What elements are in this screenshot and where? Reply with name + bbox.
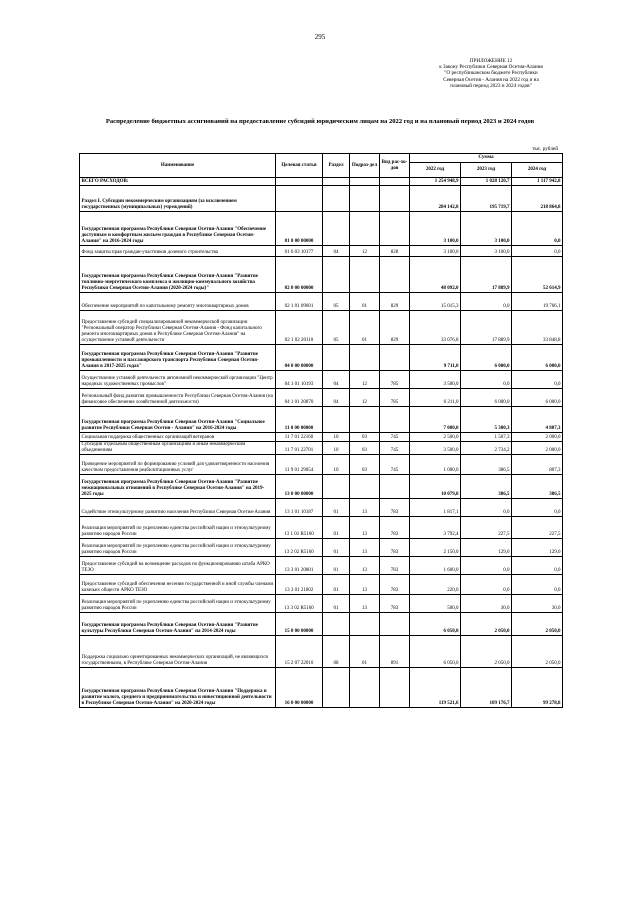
cell-rz	[323, 613, 350, 636]
cell-v2: 17 889,9	[461, 311, 512, 345]
cell-vr	[380, 212, 410, 246]
cell-v2: 3 100,0	[461, 212, 512, 246]
cell-v2: 30,0	[461, 595, 512, 613]
cell-rz	[323, 186, 350, 212]
table-row	[80, 442, 563, 455]
table-row	[80, 257, 563, 293]
cell-rz: 04	[323, 389, 350, 407]
cell-v3: 19 766,1	[512, 293, 563, 311]
cell-v3: 2 050,0	[512, 636, 563, 668]
cell-v2: 5 300,3	[461, 407, 512, 433]
cell-v3: 129,0	[512, 539, 563, 557]
cell-csr: 15 2 07 22010	[276, 636, 323, 668]
cell-v3: 0,0	[512, 246, 563, 257]
cell-name: Обеспечение мероприятий по капитальному ремонту многоквартирных домов	[80, 293, 276, 311]
cell-rz	[323, 257, 350, 293]
cell-pr	[350, 475, 380, 499]
cell-pr	[350, 178, 380, 186]
cell-rz: 05	[323, 311, 350, 345]
header-summa: Сумма	[410, 154, 563, 163]
cell-csr: 11 7 01 22701	[276, 442, 323, 455]
header-year-2023: 2023 год	[461, 163, 512, 178]
cell-csr: 13 0 00 00000	[276, 475, 323, 499]
cell-csr: 15 0 00 00000	[276, 613, 323, 636]
cell-v3: 0,0	[512, 557, 563, 575]
cell-v3: 99 278,8	[512, 668, 563, 708]
cell-v2: 0,0	[461, 371, 512, 389]
cell-v3: 0,0	[512, 499, 563, 517]
cell-rz	[323, 407, 350, 433]
cell-rz: 10	[323, 433, 350, 442]
cell-v3: 33 848,8	[512, 311, 563, 345]
cell-csr: 13 3 02 R5160	[276, 595, 323, 613]
cell-vr: 745	[380, 455, 410, 475]
cell-v3: 2 000,0	[512, 442, 563, 455]
cell-v2: 109 176,7	[461, 668, 512, 708]
table-row	[80, 246, 563, 257]
cell-rz	[323, 345, 350, 371]
cell-vr: 829	[380, 293, 410, 311]
header-razdel: Раздел	[323, 154, 350, 178]
cell-pr: 12	[350, 389, 380, 407]
cell-v3: 2 000,0	[512, 433, 563, 442]
cell-v1: 2 150,0	[410, 539, 461, 557]
cell-csr: 13 3 01 20801	[276, 557, 323, 575]
table-row	[80, 613, 563, 636]
table-row	[80, 636, 563, 668]
cell-v1: 3 100,0	[410, 246, 461, 257]
cell-v1: 220,0	[410, 575, 461, 595]
cell-name: Государственная программа Республики Северная Осетия-Алания "Поддержка и развитие малого, среднего и предпринимательства и инвестиционной деятельности в Республике Северная Осетия-Алания" на 2020-2024 годы	[80, 668, 276, 708]
cell-rz: 10	[323, 455, 350, 475]
cell-name: Фонд защиты прав граждан-участников долевого строительства	[80, 246, 276, 257]
cell-v1: 284 142,8	[410, 186, 461, 212]
cell-v1: 1 254 948,9	[410, 178, 461, 186]
page-number: 295	[314, 33, 326, 41]
cell-csr: 13 1 01 R5160	[276, 517, 323, 539]
cell-vr: 783	[380, 499, 410, 517]
table-row	[80, 389, 563, 407]
cell-name: Реализация мероприятий по укреплению единства российской нации и этнокультурному развитию народов России	[80, 595, 276, 613]
cell-v2: 129,0	[461, 539, 512, 557]
cell-pr	[350, 668, 380, 708]
header-year-2022: 2022 год	[410, 163, 461, 178]
cell-vr	[380, 345, 410, 371]
cell-v1: 500,0	[410, 595, 461, 613]
cell-rz: 01	[323, 557, 350, 575]
cell-name: Поддержка социально ориентированных некоммерческих организаций, не являющихся государственными, в Республике Северная Осетия-Алания	[80, 636, 276, 668]
cell-pr: 13	[350, 517, 380, 539]
cell-csr: 11 7 01 22160	[276, 433, 323, 442]
cell-name: Осуществление уставной деятельности автономной некоммерческой организации "Центр народных художественных промыслов"	[80, 371, 276, 389]
cell-v1: 48 092,0	[410, 257, 461, 293]
table-row	[80, 557, 563, 575]
cell-v1: 3 500,0	[410, 371, 461, 389]
header-csr: Целевая статья	[276, 154, 323, 178]
cell-name: Государственная программа Республики Северная Осетия-Алания "Развитие культуры Республики Северная Осетия-Алания" на 2014-2024 годы	[80, 613, 276, 636]
header-podrazdel: Подраз-дел	[350, 154, 380, 178]
cell-csr: 13 3 01 21802	[276, 575, 323, 595]
table-row	[80, 517, 563, 539]
cell-rz	[323, 178, 350, 186]
cell-pr	[350, 407, 380, 433]
cell-v2: 195 719,7	[461, 186, 512, 212]
cell-name: Государственная программа Республики Северная Осетия-Алания "Обеспечение доступным и комфортным жильем граждан в Республике Северная Осетия-Алания" на 2016-2024 годы	[80, 212, 276, 246]
cell-vr: 783	[380, 517, 410, 539]
cell-vr	[380, 668, 410, 708]
cell-pr: 03	[350, 433, 380, 442]
cell-name: Государственная программа Республики Северная Осетия-Алания "Развитие промышленности и пассажирского транспорта Республики Северная Осетия-Алания в 2017-2025 годах"	[80, 345, 276, 371]
cell-rz: 01	[323, 595, 350, 613]
table-row	[80, 212, 563, 246]
cell-vr	[380, 257, 410, 293]
cell-v1: 1 817,1	[410, 499, 461, 517]
cell-v3: 2 050,0	[512, 613, 563, 636]
cell-v2: 6 000,0	[461, 389, 512, 407]
cell-csr: 04 1 01 10193	[276, 371, 323, 389]
cell-rz: 04	[323, 246, 350, 257]
cell-rz: 04	[323, 371, 350, 389]
cell-rz: 01	[323, 517, 350, 539]
cell-rz: 10	[323, 442, 350, 455]
cell-pr: 12	[350, 246, 380, 257]
table-row	[80, 345, 563, 371]
cell-rz	[323, 668, 350, 708]
document-title: Распределение бюджетных ассигнований на предоставление субсидий юридическим лицам на 2022 год и на плановый период 2023 и 2024 годов	[105, 118, 535, 125]
cell-vr: 745	[380, 433, 410, 442]
cell-v1: 119 521,6	[410, 668, 461, 708]
table-row	[80, 575, 563, 595]
cell-v2: 0,0	[461, 575, 512, 595]
appendix-line: плановый период 2023 и 2024 годов"	[450, 82, 532, 89]
table-row	[80, 311, 563, 345]
cell-v3: 52 614,9	[512, 257, 563, 293]
cell-pr: 13	[350, 557, 380, 575]
table-row	[80, 407, 563, 433]
cell-v1: 1 000,0	[410, 455, 461, 475]
cell-name: Региональный фонд развития промышленности Республики Северная Осетия-Алания (на финансовое обеспечение хозяйственной деятельности)	[80, 389, 276, 407]
cell-v1: 6 050,0	[410, 613, 461, 636]
cell-v3: 6 000,0	[512, 389, 563, 407]
cell-v1: 1 600,0	[410, 557, 461, 575]
cell-rz: 05	[323, 293, 350, 311]
cell-csr: 13 1 01 10187	[276, 499, 323, 517]
cell-pr	[350, 257, 380, 293]
cell-v1: 6 211,0	[410, 389, 461, 407]
table-row	[80, 371, 563, 389]
cell-csr: 01 6 03 10177	[276, 246, 323, 257]
cell-csr: 11 9 01 29054	[276, 455, 323, 475]
appendix-line: ПРИЛОЖЕНИЕ 12	[469, 58, 513, 64]
cell-vr: 785	[380, 371, 410, 389]
table-row	[80, 455, 563, 475]
cell-v3: 386,5	[512, 475, 563, 499]
table-row	[80, 499, 563, 517]
cell-name: Содействие этнокультурному развитию населения Республики Северная Осетия-Алания	[80, 499, 276, 517]
cell-csr	[276, 178, 323, 186]
cell-vr: 829	[380, 311, 410, 345]
cell-name: Государственная программа Республики Северная Осетия-Алания "Развитие топливно-энергетического комплекса и жилищно-коммунального хозяйства Республики Северная Осетия-Алания (2020-2024 годы)"	[80, 257, 276, 293]
cell-csr: 16 0 00 00000	[276, 668, 323, 708]
cell-v2: 2 050,0	[461, 613, 512, 636]
cell-pr	[350, 345, 380, 371]
cell-v1: 9 711,0	[410, 345, 461, 371]
appendix-block	[396, 58, 586, 89]
table-row	[80, 475, 563, 499]
cell-rz: 01	[323, 575, 350, 595]
cell-vr: 783	[380, 575, 410, 595]
cell-v3: 6 000,0	[512, 345, 563, 371]
cell-v3: 227,5	[512, 517, 563, 539]
cell-vr: 783	[380, 595, 410, 613]
header-vid: Вид рас-хо-дов	[380, 154, 410, 178]
cell-name: Социальная поддержка общественных организаций ветеранов	[80, 433, 276, 442]
cell-v2: 1 567,3	[461, 433, 512, 442]
cell-v2: 17 889,9	[461, 257, 512, 293]
cell-v3: 0,0	[512, 212, 563, 246]
cell-csr: 02 1 02 20110	[276, 311, 323, 345]
cell-pr: 03	[350, 442, 380, 455]
cell-rz: 01	[323, 539, 350, 557]
budget-table	[79, 153, 563, 708]
cell-v2: 0,0	[461, 499, 512, 517]
table-row	[80, 668, 563, 708]
cell-v1: 33 076,8	[410, 311, 461, 345]
cell-pr: 13	[350, 499, 380, 517]
cell-name: Предоставление субсидий специализированной некоммерческой организации "Региональный оператор Республики Северная Осетия-Алания - Фонд капитального ремонта многоквартирных домов в Республике Северная Осетия-Алания" на осуществление уставной деятельности	[80, 311, 276, 345]
cell-name: Раздел I. Субсидии некоммерческим организациям (за исключением государственных (муниципальных) учреждений)	[80, 186, 276, 212]
cell-csr: 02 0 00 00000	[276, 257, 323, 293]
cell-v1: 3 100,0	[410, 212, 461, 246]
cell-rz	[323, 475, 350, 499]
cell-v1: 3 792,4	[410, 517, 461, 539]
unit-label: тыс. рублей	[532, 146, 558, 152]
cell-pr	[350, 186, 380, 212]
cell-name: Реализация мероприятий по укреплению единства российской нации и этнокультурному развитию народов России	[80, 539, 276, 557]
cell-name: Субсидии отдельным общественным организациям и иным некоммерческим объединениям	[80, 442, 276, 455]
cell-v1: 2 500,0	[410, 433, 461, 442]
cell-vr: 745	[380, 442, 410, 455]
cell-vr: 785	[380, 389, 410, 407]
cell-v1: 10 079,8	[410, 475, 461, 499]
table-row	[80, 186, 563, 212]
cell-vr	[380, 613, 410, 636]
table-body	[80, 178, 563, 708]
cell-v3: 0,0	[512, 371, 563, 389]
cell-vr: 891	[380, 636, 410, 668]
cell-pr: 12	[350, 371, 380, 389]
cell-vr: 783	[380, 539, 410, 557]
cell-v1: 6 050,0	[410, 636, 461, 668]
cell-v2: 386,5	[461, 475, 512, 499]
cell-v2: 227,5	[461, 517, 512, 539]
cell-v3: 0,0	[512, 575, 563, 595]
header-name: Наименование	[80, 154, 276, 178]
cell-v2: 0,0	[461, 293, 512, 311]
cell-pr: 13	[350, 595, 380, 613]
header-year-2024: 2024 год	[512, 163, 563, 178]
cell-pr: 01	[350, 311, 380, 345]
cell-name: Реализация мероприятий по укреплению единства российской нации и этнокультурному развитию народов России	[80, 517, 276, 539]
cell-pr: 13	[350, 575, 380, 595]
cell-csr: 11 0 00 00000	[276, 407, 323, 433]
cell-v2: 0,0	[461, 557, 512, 575]
cell-csr: 01 0 00 00000	[276, 212, 323, 246]
cell-name: ВСЕГО РАСХОДОВ:	[80, 178, 276, 186]
cell-v2: 2 734,2	[461, 442, 512, 455]
cell-v1: 7 000,0	[410, 407, 461, 433]
cell-pr	[350, 613, 380, 636]
cell-v3: 4 807,3	[512, 407, 563, 433]
cell-name: Государственная программа Республики Северная Осетия-Алания "Развитие межнациональных отношений в Республике Северная Осетия-Алания" на 2019-2025 годы	[80, 475, 276, 499]
cell-v3: 218 864,8	[512, 186, 563, 212]
cell-csr: 04 0 00 00000	[276, 345, 323, 371]
cell-v2: 3 100,0	[461, 246, 512, 257]
cell-vr	[380, 407, 410, 433]
cell-v2: 1 028 120,7	[461, 178, 512, 186]
appendix-line: Северная Осетия - Алания на 2022 год и на	[443, 76, 539, 83]
cell-pr: 13	[350, 539, 380, 557]
cell-rz: 01	[323, 499, 350, 517]
cell-pr: 01	[350, 293, 380, 311]
appendix-line: к Закону Республики Северная Осетия-Алания	[439, 64, 543, 71]
cell-csr: 13 2 02 R5160	[276, 539, 323, 557]
total-row	[80, 178, 563, 186]
cell-csr	[276, 186, 323, 212]
cell-vr: 828	[380, 246, 410, 257]
cell-v3: 807,3	[512, 455, 563, 475]
cell-vr: 783	[380, 557, 410, 575]
cell-csr: 02 1 01 09601	[276, 293, 323, 311]
cell-pr: 03	[350, 455, 380, 475]
cell-v1: 3 500,0	[410, 442, 461, 455]
cell-pr	[350, 212, 380, 246]
table-row	[80, 595, 563, 613]
appendix-line: "О республиканском бюджете Республики	[444, 70, 538, 77]
cell-v2: 6 000,0	[461, 345, 512, 371]
cell-name: Проведение мероприятий по формированию условий для удовлетворенности населения качеством предоставления реабилитационных услуг	[80, 455, 276, 475]
cell-rz: 08	[323, 636, 350, 668]
table-row	[80, 539, 563, 557]
cell-v2: 2 050,0	[461, 636, 512, 668]
cell-name: Предоставление субсидий на возмещение расходов по функционированию штаба АРКО ТЕЗО	[80, 557, 276, 575]
cell-name: Государственная программа Республики Северная Осетия-Алания "Социальное развитие Республики Северная Осетия - Алания" на 2016-2024 годы	[80, 407, 276, 433]
cell-vr	[380, 186, 410, 212]
cell-v2: 386,5	[461, 455, 512, 475]
cell-vr	[380, 178, 410, 186]
table-row	[80, 293, 563, 311]
cell-rz	[323, 212, 350, 246]
cell-pr: 01	[350, 636, 380, 668]
cell-name: Предоставление субсидий обеспечения несения государственной и иной службы членами казачьих обществ АРКО ТЕЗО	[80, 575, 276, 595]
table-row	[80, 433, 563, 442]
cell-csr: 04 1 01 20870	[276, 389, 323, 407]
cell-v3: 30,0	[512, 595, 563, 613]
cell-v3: 1 117 942,8	[512, 178, 563, 186]
cell-vr	[380, 475, 410, 499]
cell-v1: 15 015,3	[410, 293, 461, 311]
